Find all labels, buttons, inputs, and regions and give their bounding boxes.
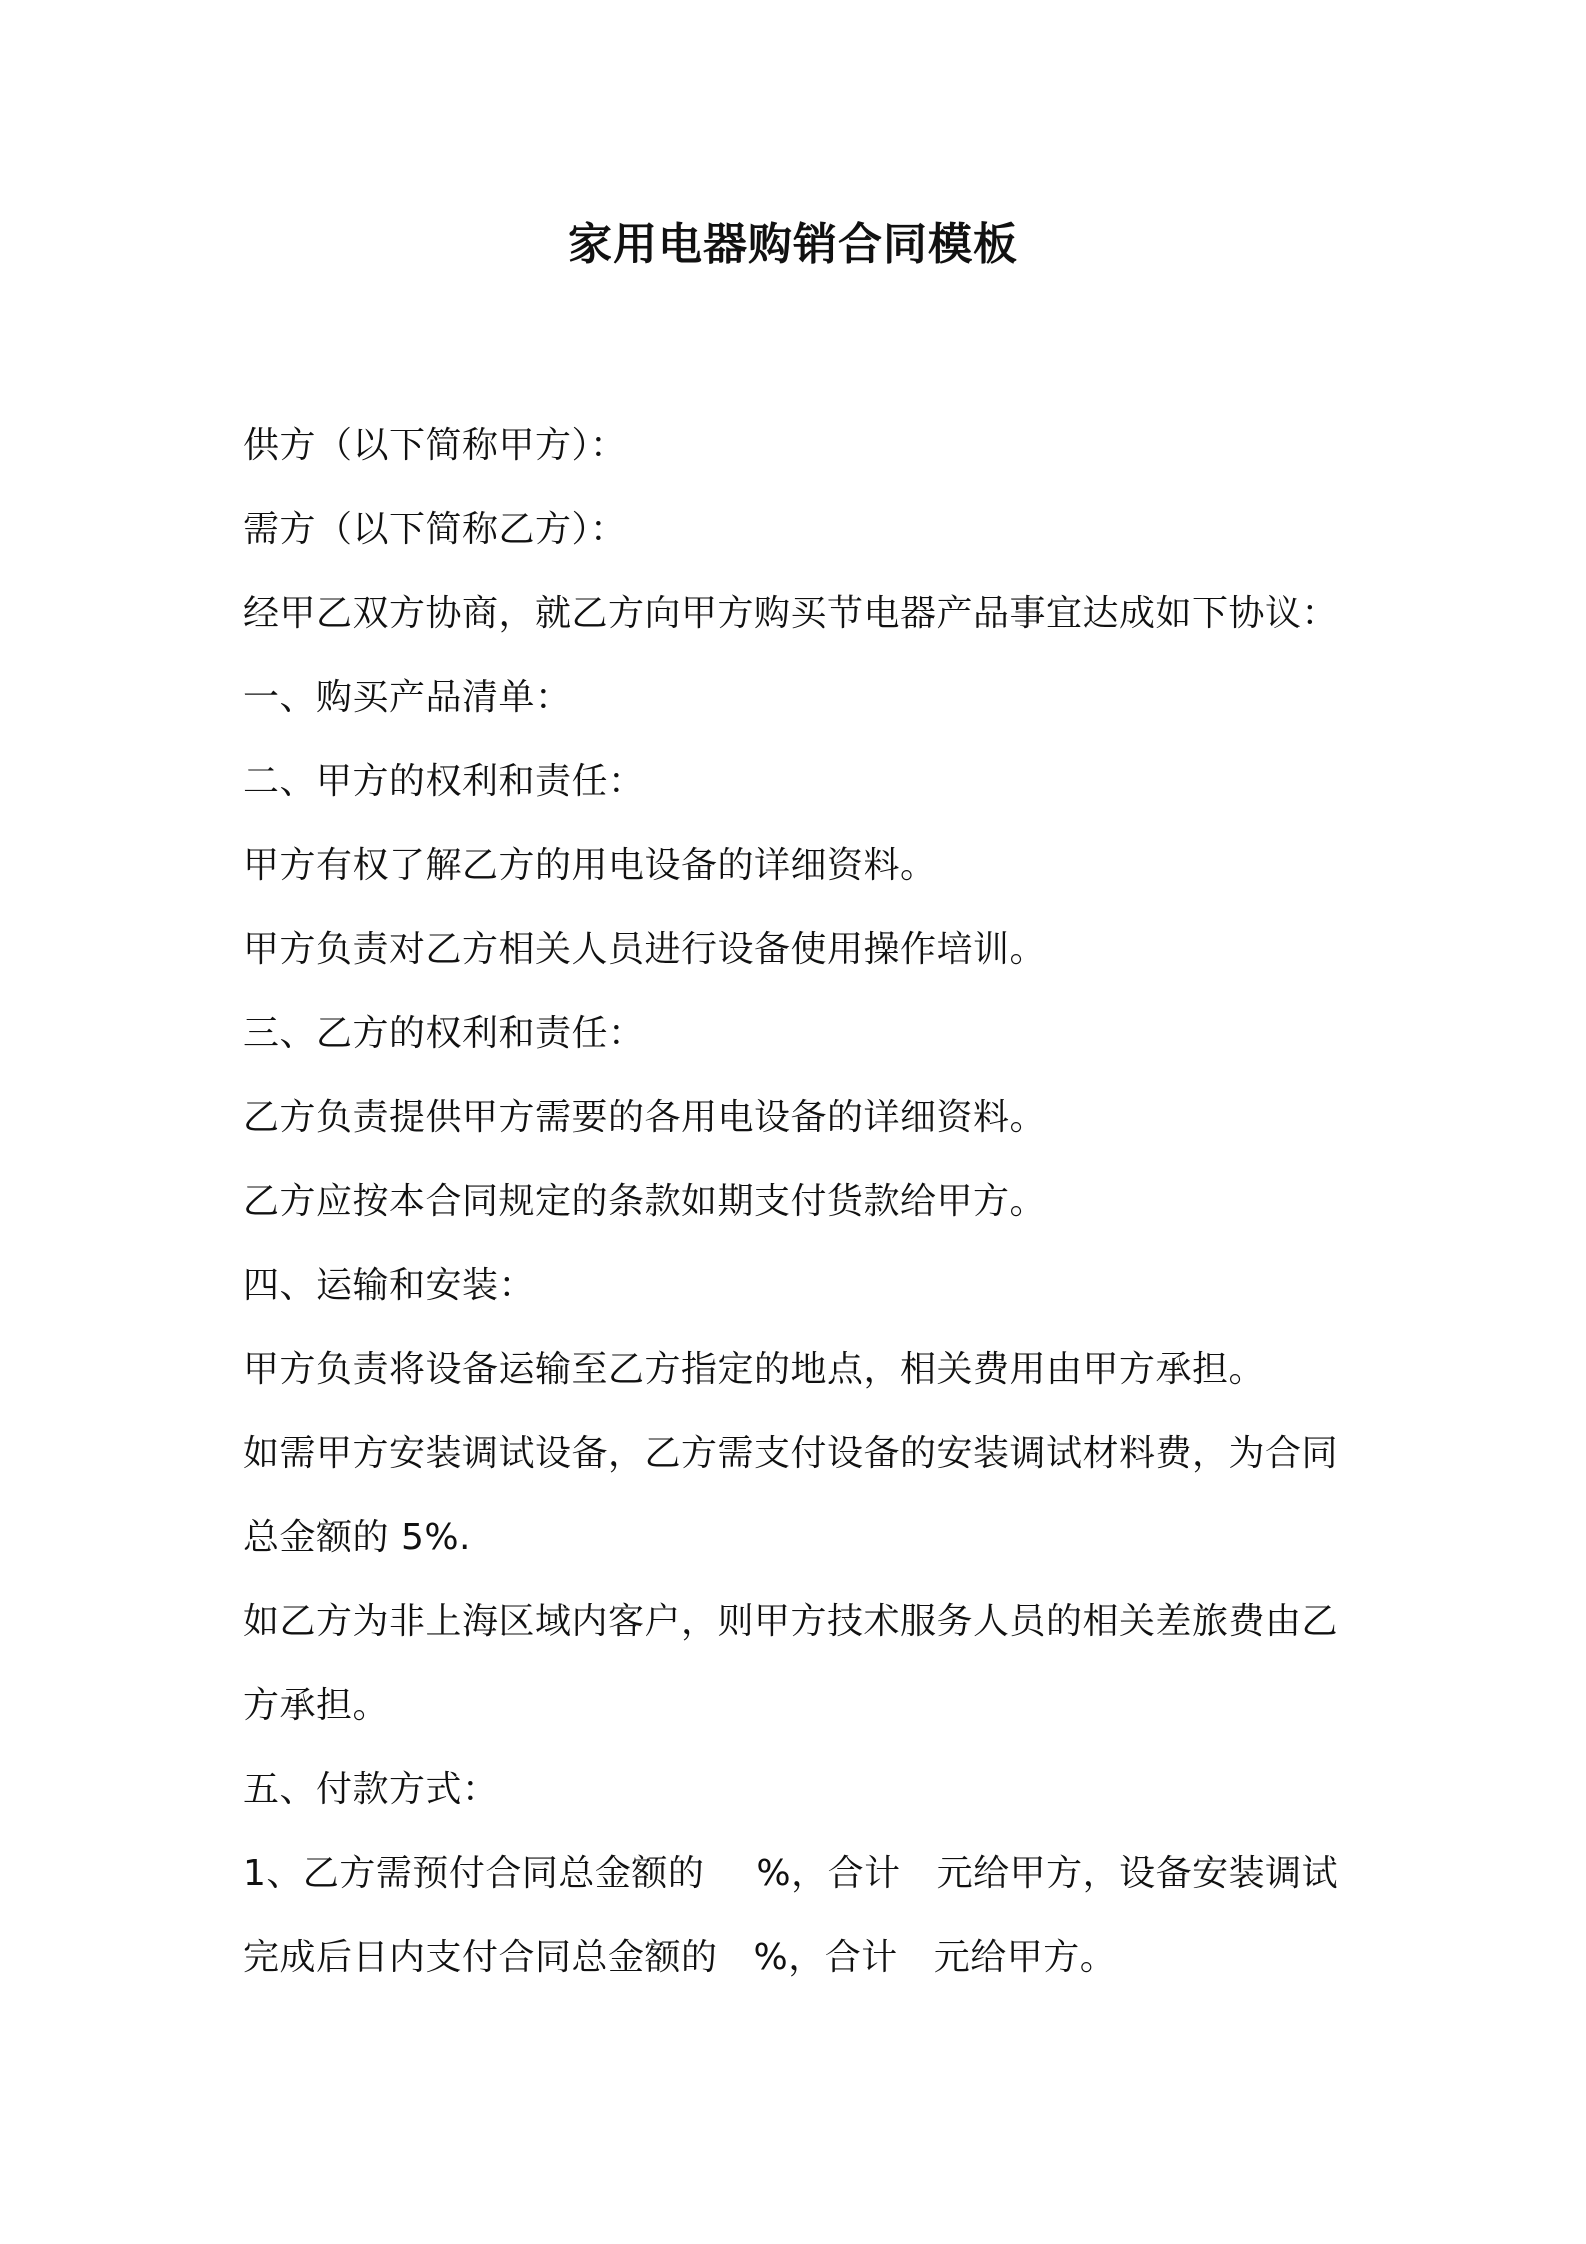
payment-clause-line-2 bbox=[243, 1916, 1353, 2000]
clause-text: 乙方负责提供甲方需要的各用电设备的详细资料。 bbox=[243, 1097, 1047, 1138]
clause-text: 如需甲方安装调试设备，乙方需支付设备的安装调试材料费，为合同 bbox=[243, 1433, 1339, 1474]
supplier-line: 供方（以下简称甲方）： bbox=[243, 425, 627, 466]
payment-text: %，合计 bbox=[753, 1937, 898, 1978]
buyer-line: 需方（以下简称乙方）： bbox=[243, 509, 627, 550]
payment-text: 完成后日内支付合同总金额的 bbox=[243, 1937, 718, 1978]
clause-text: 甲方有权了解乙方的用电设备的详细资料。 bbox=[243, 845, 937, 886]
clause-text: 甲方负责对乙方相关人员进行设备使用操作培训。 bbox=[243, 929, 1047, 970]
clause-text: 方承担。 bbox=[243, 1685, 390, 1726]
payment-text: 元给甲方。 bbox=[933, 1937, 1117, 1978]
clause-text: 乙方应按本合同规定的条款如期支付货款给甲方。 bbox=[243, 1181, 1047, 1222]
section-heading-3: 三、乙方的权利和责任： bbox=[243, 1013, 645, 1054]
document-title: 家用电器购销合同模板 bbox=[568, 219, 1018, 270]
agreement-intro: 经甲乙双方协商，就乙方向甲方购买节电器产品事宜达成如下协议： bbox=[243, 593, 1339, 634]
payment-text: 1、乙方需预付合同总金额的 bbox=[243, 1853, 705, 1894]
payment-clause-line-1 bbox=[243, 1832, 1353, 1916]
document-body bbox=[243, 404, 1353, 2000]
clause-text: 甲方负责将设备运输至乙方指定的地点，相关费用由甲方承担。 bbox=[243, 1349, 1266, 1390]
clause-text: 如乙方为非上海区域内客户，则甲方技术服务人员的相关差旅费由乙 bbox=[243, 1601, 1339, 1642]
clause-text: 总金额的 5%. bbox=[243, 1517, 471, 1558]
section-heading-4: 四、运输和安装： bbox=[243, 1265, 536, 1306]
section-heading-1: 一、购买产品清单： bbox=[243, 677, 572, 718]
payment-text: %，合计 bbox=[756, 1853, 901, 1894]
section-heading-5: 五、付款方式： bbox=[243, 1769, 499, 1810]
section-heading-2: 二、甲方的权利和责任： bbox=[243, 761, 645, 802]
payment-text: 元给甲方，设备安装调试 bbox=[936, 1853, 1339, 1894]
